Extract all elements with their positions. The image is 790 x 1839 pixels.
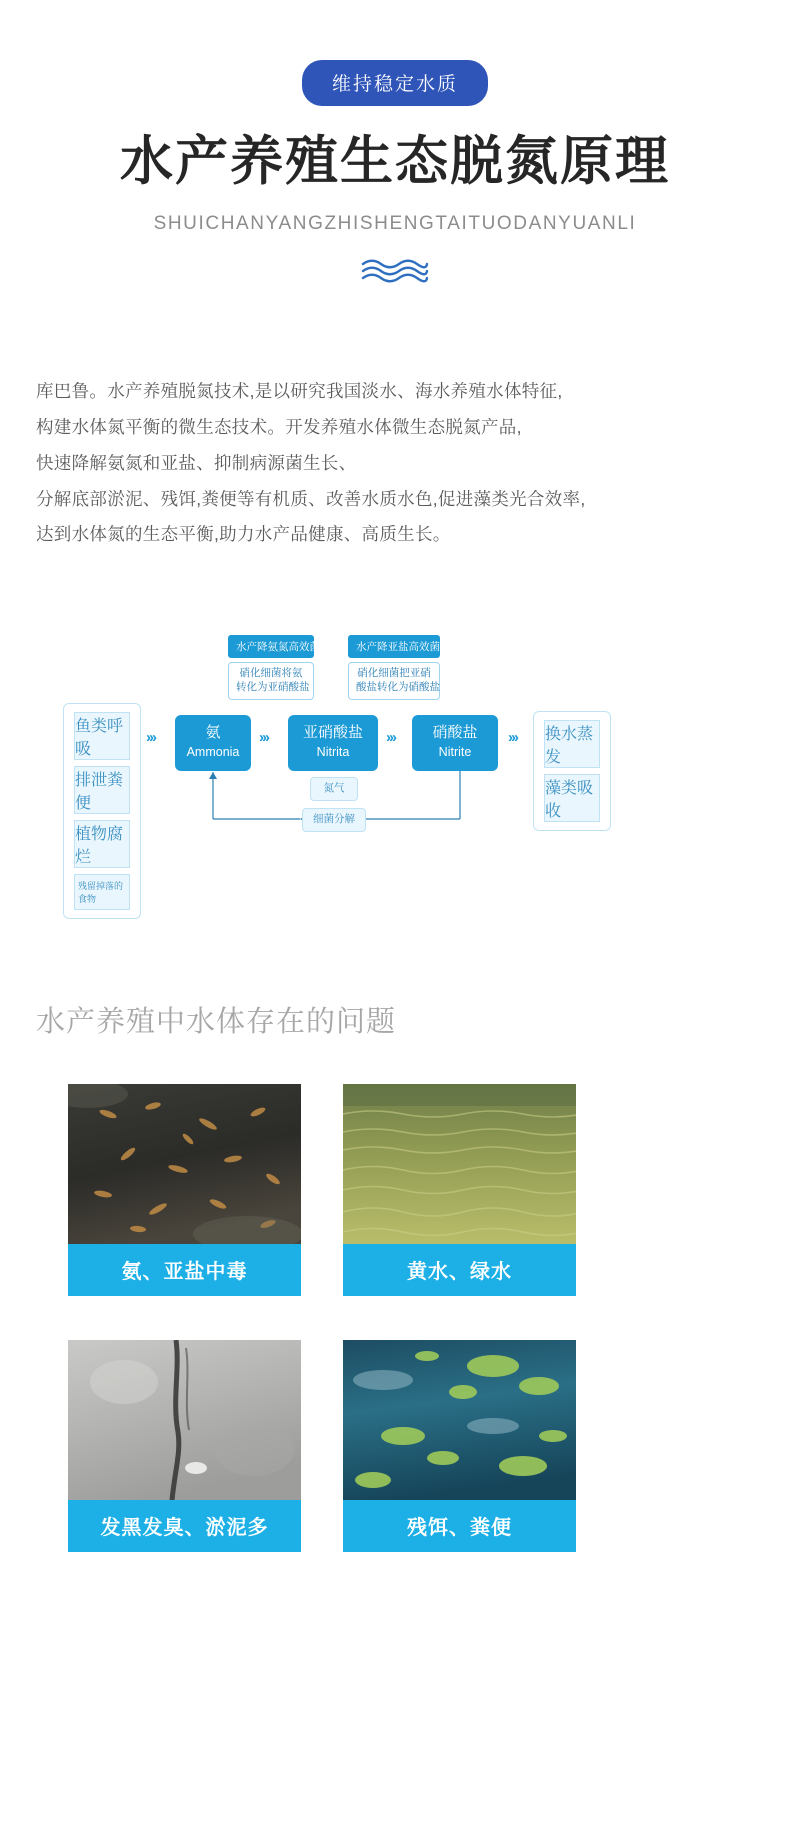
dark-pond-with-fish-photo: [68, 1084, 301, 1244]
node-nitrogen-gas: 氮气: [310, 777, 358, 801]
node-nitrate-en: Nitrite: [438, 745, 472, 760]
source-item-0: 鱼类呼吸: [74, 712, 130, 760]
flow-arrow-4: ›››: [508, 729, 517, 747]
caption-2-desc-line-2: 酸盐转化为硝酸盐: [356, 680, 440, 693]
wave-divider-icon: [360, 257, 430, 283]
source-item-1: 排泄粪便: [74, 766, 130, 814]
node-nitrate-cn: 硝酸盐: [432, 724, 478, 742]
list-item[interactable]: [68, 1084, 301, 1296]
page-title: 水产养殖生态脱氮原理: [120, 132, 670, 191]
intro-line-4: 分解底部淤泥、残饵,粪便等有机质、改善水质水色,促进藻类光合效率,: [36, 488, 586, 509]
bottom-spacer: [0, 1552, 790, 1608]
intro-line-3: 快速降解氨氮和亚盐、抑制病源菌生长、: [36, 452, 357, 473]
intro-line-5: 达到水体氮的生态平衡,助力水产品健康、高质生长。: [36, 524, 451, 545]
page-subtitle-pinyin: SHUICHANYANGZHISHENGTAITUODANYUANLI: [153, 212, 637, 234]
card-label: 黄水、绿水: [343, 1244, 576, 1296]
wave-divider-container: [0, 257, 790, 288]
flow-arrow-2: ›››: [259, 729, 268, 747]
intro-line-1: 库巴鲁。水产养殖脱氮技术,是以研究我国淡水、海水养殖水体特征,: [36, 380, 563, 401]
node-nitrite-en: Nitrita: [316, 745, 350, 760]
output-item-0: 换水蒸发: [544, 720, 600, 768]
list-item[interactable]: [343, 1084, 576, 1296]
nitrogen-cycle-diagram: [0, 627, 790, 905]
problem-card-grid: [50, 1084, 740, 1552]
node-ammonia-en: Ammonia: [186, 745, 240, 760]
green-algae-water-photo: [343, 1084, 576, 1244]
caption-2-desc: [348, 662, 440, 699]
caption-nitrite-to-nitrate: [348, 635, 440, 699]
black-sludge-photo: [68, 1340, 301, 1500]
card-label: 氨、亚盐中毒: [68, 1244, 301, 1296]
caption-1-desc-line-1: 硝化细菌将氨: [239, 667, 303, 680]
card-label: 发黑发臭、淤泥多: [68, 1500, 301, 1552]
caption-ammonia-to-nitrite: [228, 635, 320, 699]
status-badge: 维持稳定水质: [302, 60, 488, 106]
header-badge-container: [0, 0, 790, 106]
list-item[interactable]: [68, 1340, 301, 1552]
caption-1-desc-line-2: 转化为亚硝酸盐: [236, 680, 310, 693]
node-nitrate: [412, 715, 498, 770]
nitrogen-sources-group: [63, 703, 141, 919]
nitrogen-outputs-group: [533, 711, 611, 831]
output-item-1: 藻类吸收: [544, 774, 600, 822]
caption-1-tag: 水产降氨氮高效菌: [228, 635, 314, 658]
node-ammonia-cn: 氨: [205, 724, 221, 742]
card-label: 残饵、粪便: [343, 1500, 576, 1552]
node-bacteria-decompose: 细菌分解: [302, 808, 366, 832]
caption-1-desc: [228, 662, 314, 699]
section-title-problems: 水产养殖中水体存在的问题: [36, 1006, 397, 1039]
flow-arrow-3: ›››: [386, 729, 395, 747]
flow-arrow-1: ›››: [146, 729, 155, 747]
source-item-2: 植物腐烂: [74, 820, 130, 868]
node-nitrite-cn: 亚硝酸盐: [302, 724, 363, 742]
list-item[interactable]: [343, 1340, 576, 1552]
node-nitrite: [288, 715, 378, 770]
source-item-3: 残留掉落的食物: [74, 874, 130, 910]
caption-2-desc-line-1: 硝化细菌把亚硝: [357, 667, 431, 680]
intro-paragraph: [0, 374, 790, 553]
intro-line-2: 构建水体氮平衡的微生态技术。开发养殖水体微生态脱氮产品,: [36, 416, 522, 437]
caption-2-tag: 水产降亚盐高效菌: [348, 635, 440, 658]
floating-debris-water-photo: [343, 1340, 576, 1500]
node-ammonia: [175, 715, 251, 770]
